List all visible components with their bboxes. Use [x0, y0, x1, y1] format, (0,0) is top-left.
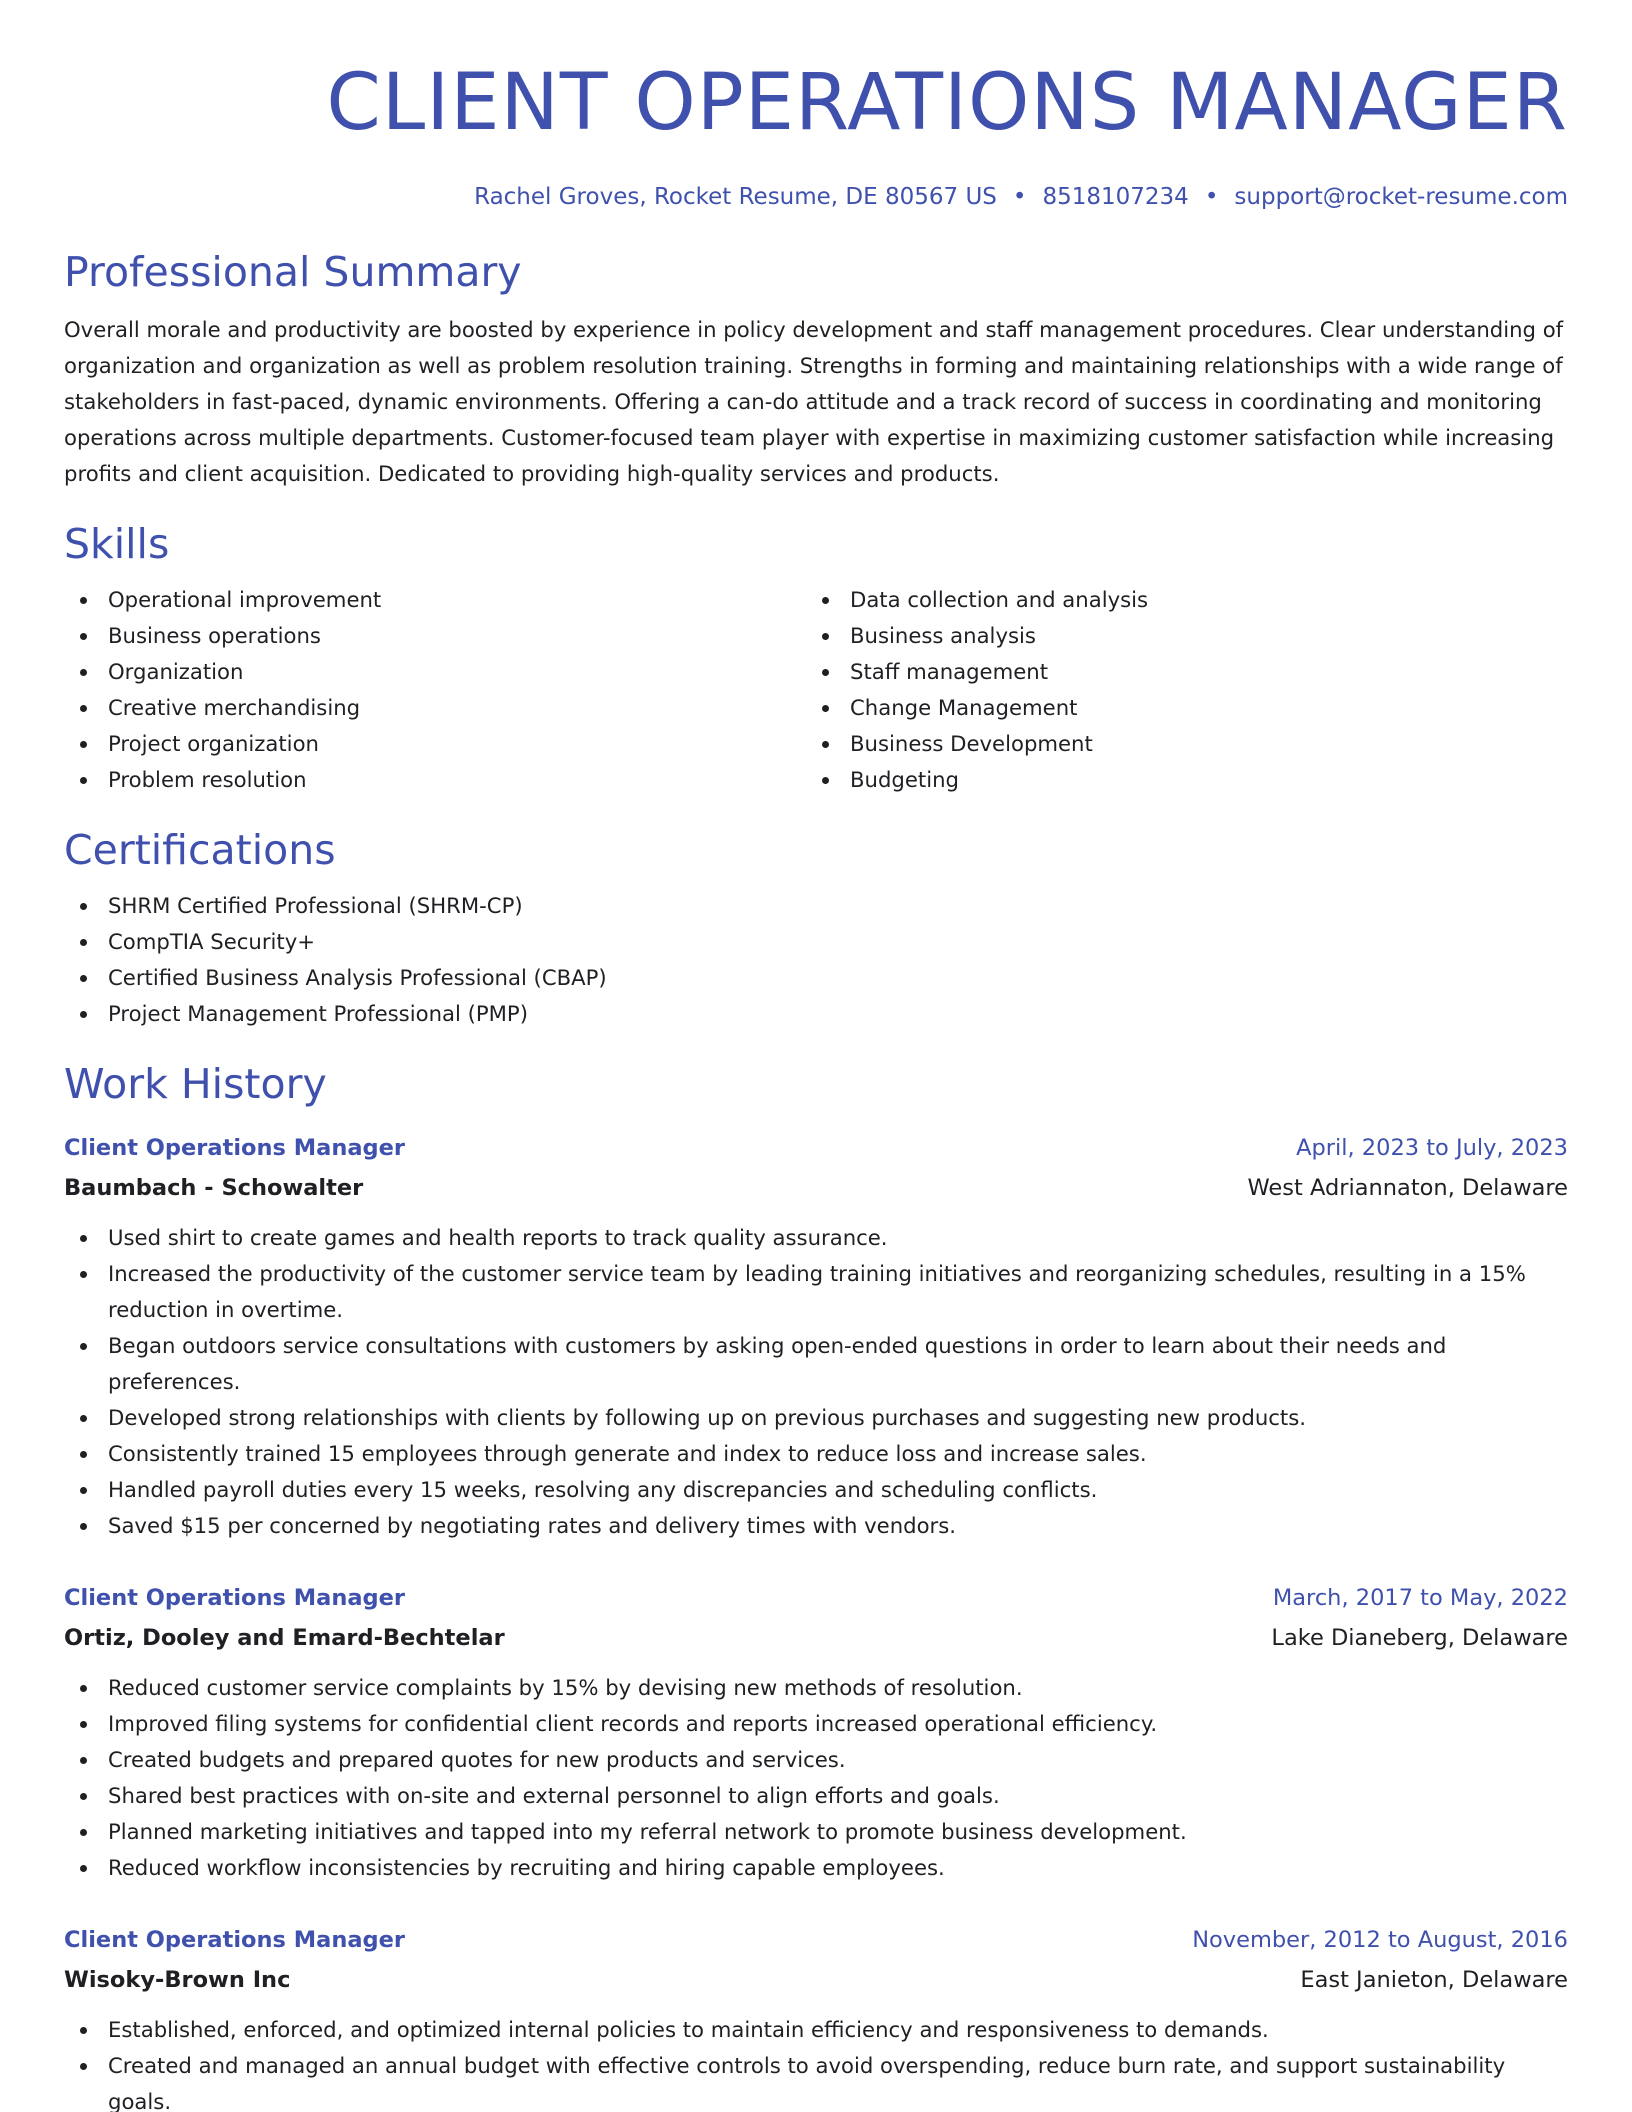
job-location: West Adriannaton, Delaware: [1247, 1175, 1568, 1201]
job-bullet: Began outdoors service consultations with customers by asking open-ended questions in order to learn about their needs and preferences.: [64, 1328, 1568, 1400]
skills-column-right: [806, 582, 1548, 798]
job-bullet: Increased the productivity of the customer service team by leading training initiatives and reorganizing schedules, resulting in a 15% reduction in overtime.: [64, 1256, 1568, 1328]
certification-item: Project Management Professional (PMP): [64, 996, 1568, 1032]
work-history-heading: Work History: [64, 1060, 327, 1108]
job-bullet: Developed strong relationships with clients by following up on previous purchases and suggesting new products.: [64, 1400, 1568, 1436]
job-bullets: [64, 1670, 1568, 1886]
skill-item: Business analysis: [806, 618, 1548, 654]
certification-item: CompTIA Security+: [64, 924, 1568, 960]
contact-address: Rachel Groves, Rocket Resume, DE 80567 US: [474, 184, 997, 210]
skill-item: Business operations: [64, 618, 806, 654]
resume-title: CLIENT OPERATIONS MANAGER: [326, 58, 1568, 148]
job-bullet: Shared best practices with on-site and external personnel to align efforts and goals.: [64, 1778, 1568, 1814]
job-bullet: Handled payroll duties every 15 weeks, resolving any discrepancies and scheduling conflicts.: [64, 1472, 1568, 1508]
skill-item: Operational improvement: [64, 582, 806, 618]
certification-item: Certified Business Analysis Professional (CBAP): [64, 960, 1568, 996]
summary-heading: Professional Summary: [64, 248, 522, 296]
skill-item: Organization: [64, 654, 806, 690]
job-header-row: [64, 1128, 1568, 1168]
job-dates: November, 2012 to August, 2016: [1192, 1927, 1568, 1953]
job-location: East Janieton, Delaware: [1300, 1967, 1568, 1993]
job-title: Client Operations Manager: [64, 1135, 405, 1161]
job-location: Lake Dianeberg, Delaware: [1271, 1625, 1568, 1651]
job-bullet: Improved filing systems for confidential client records and reports increased operational efficiency.: [64, 1706, 1568, 1742]
contact-separator-1: •: [1012, 184, 1027, 210]
job-entry: [64, 1578, 1568, 1886]
skill-item: Creative merchandising: [64, 690, 806, 726]
job-header-row: [64, 1578, 1568, 1618]
job-header-row: [64, 1920, 1568, 1960]
contact-email: support@rocket-resume.com: [1234, 184, 1568, 210]
skill-item: Data collection and analysis: [806, 582, 1548, 618]
job-bullet: Created and managed an annual budget with effective controls to avoid overspending, reduce burn rate, and support sustainability goals.: [64, 2048, 1568, 2112]
job-bullet: Used shirt to create games and health reports to track quality assurance.: [64, 1220, 1568, 1256]
certifications-list: [64, 888, 1568, 1032]
skill-item: Budgeting: [806, 762, 1548, 798]
job-entry: [64, 1920, 1568, 2112]
job-bullet: Saved $15 per concerned by negotiating rates and delivery times with vendors.: [64, 1508, 1568, 1544]
job-company-row: [64, 1168, 1568, 1208]
job-bullet: Created budgets and prepared quotes for new products and services.: [64, 1742, 1568, 1778]
job-bullets: [64, 2012, 1568, 2112]
job-bullet: Reduced workflow inconsistencies by recruiting and hiring capable employees.: [64, 1850, 1568, 1886]
job-company-row: [64, 1618, 1568, 1658]
certification-item: SHRM Certified Professional (SHRM-CP): [64, 888, 1568, 924]
job-bullets: [64, 1220, 1568, 1544]
job-title: Client Operations Manager: [64, 1927, 405, 1953]
job-company: Ortiz, Dooley and Emard-Bechtelar: [64, 1625, 505, 1651]
job-company-row: [64, 1960, 1568, 2000]
skill-item: Change Management: [806, 690, 1548, 726]
job-company: Baumbach - Schowalter: [64, 1175, 364, 1201]
skill-item: Business Development: [806, 726, 1548, 762]
summary-text: Overall morale and productivity are boosted by experience in policy development and staff management procedures. Clear understanding of organization and organization as well as problem resolution training. Strengths in forming and maintaining relationships with a wide range of stakeholders in fast-paced, dynamic environments. Offering a can-do attitude and a track record of success in coordinating and monitoring operations across multiple departments. Customer-focused team player with expertise in maximizing customer satisfaction while increasing profits and client acquisition. Dedicated to providing high-quality services and products.: [64, 317, 1564, 486]
skills-heading: Skills: [64, 520, 170, 568]
skills-grid: [64, 582, 1568, 798]
job-bullet: Planned marketing initiatives and tapped into my referral network to promote business development.: [64, 1814, 1568, 1850]
job-dates: March, 2017 to May, 2022: [1272, 1585, 1568, 1611]
contact-phone: 8518107234: [1042, 184, 1189, 210]
job-company: Wisoky-Brown Inc: [64, 1967, 291, 1993]
skill-item: Problem resolution: [64, 762, 806, 798]
job-bullet: Reduced customer service complaints by 15% by devising new methods of resolution.: [64, 1670, 1568, 1706]
job-entry: [64, 1128, 1568, 1544]
skill-item: Staff management: [806, 654, 1548, 690]
job-bullet: Established, enforced, and optimized internal policies to maintain efficiency and responsiveness to demands.: [64, 2012, 1568, 2048]
skills-column-left: [64, 582, 806, 798]
skill-item: Project organization: [64, 726, 806, 762]
job-dates: April, 2023 to July, 2023: [1296, 1135, 1568, 1161]
contact-separator-2: •: [1204, 184, 1219, 210]
job-title: Client Operations Manager: [64, 1585, 405, 1611]
job-bullet: Consistently trained 15 employees through generate and index to reduce loss and increase sales.: [64, 1436, 1568, 1472]
contact-line: [64, 182, 1568, 212]
certifications-heading: Certifications: [64, 826, 336, 874]
